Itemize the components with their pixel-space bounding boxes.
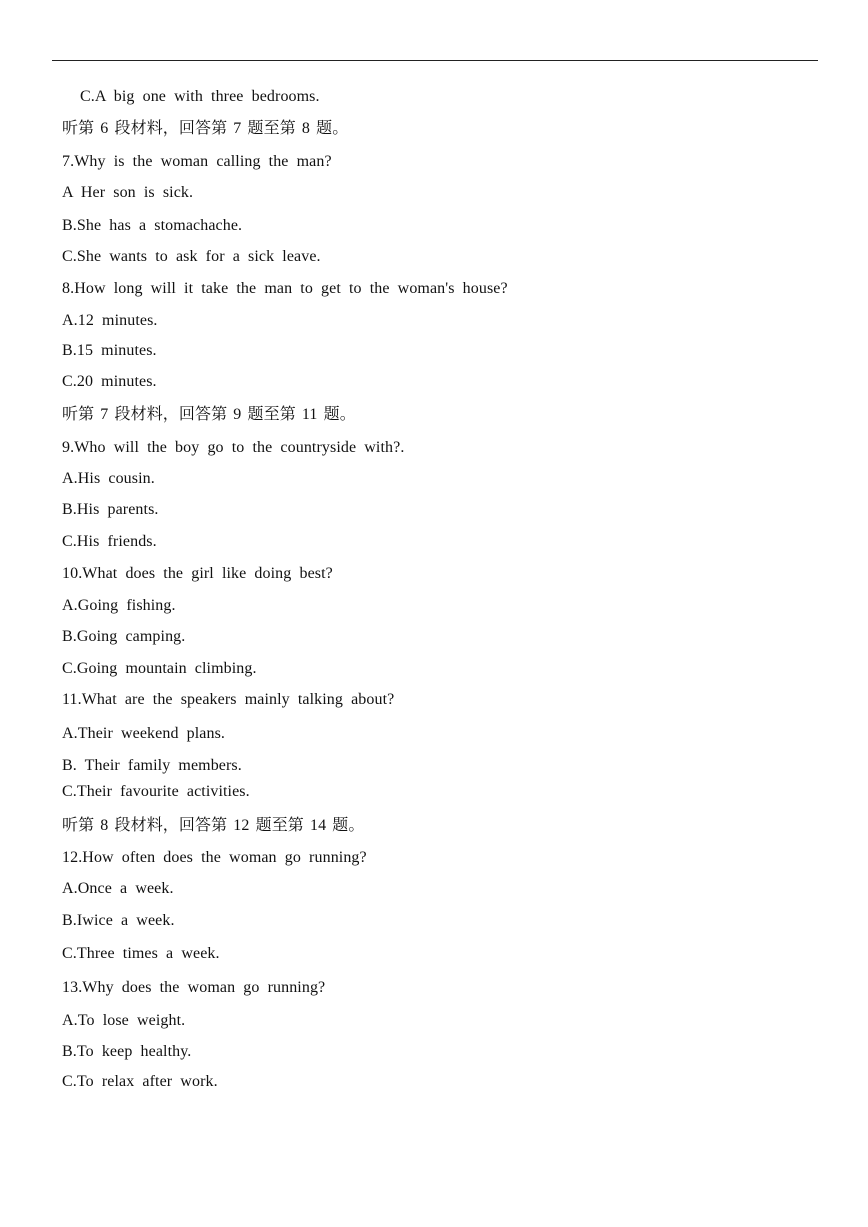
question-line: 13.Why does the woman go running?	[62, 979, 326, 996]
option-line: C.20 minutes.	[62, 373, 157, 390]
option-line: C.Three times a week.	[62, 945, 220, 962]
option-line: A.12 minutes.	[62, 312, 158, 329]
question-line: 12.How often does the woman go running?	[62, 849, 367, 866]
option-line: C.To relax after work.	[62, 1073, 218, 1090]
option-line: A.His cousin.	[62, 470, 155, 487]
option-line: B. Their family members.	[62, 757, 242, 774]
option-line: A.Going fishing.	[62, 597, 176, 614]
section-heading: 听第 6 段材料，回答第 7 题至第 8 题。	[62, 120, 349, 137]
option-line: C.Their favourite activities.	[62, 783, 250, 800]
option-line: C.Going mountain climbing.	[62, 660, 257, 677]
header-rule	[52, 60, 818, 61]
option-line: B.Iwice a week.	[62, 912, 175, 929]
option-line: B.She has a stomachache.	[62, 217, 243, 234]
option-line: C.A big one with three bedrooms.	[80, 88, 320, 105]
question-line: 7.Why is the woman calling the man?	[62, 153, 332, 170]
question-line: 9.Who will the boy go to the countryside with?.	[62, 439, 405, 456]
option-line: B.To keep healthy.	[62, 1043, 192, 1060]
option-line: A Her son is sick.	[62, 184, 194, 201]
question-line: 10.What does the girl like doing best?	[62, 565, 333, 582]
question-line: 8.How long will it take the man to get to the woman's house?	[62, 280, 508, 297]
option-line: A.Their weekend plans.	[62, 725, 226, 742]
option-line: B.15 minutes.	[62, 342, 157, 359]
question-line: 11.What are the speakers mainly talking about?	[62, 691, 395, 708]
option-line: C.His friends.	[62, 533, 157, 550]
option-line: B.His parents.	[62, 501, 159, 518]
option-line: C.She wants to ask for a sick leave.	[62, 248, 321, 265]
section-heading: 听第 7 段材料，回答第 9 题至第 11 题。	[62, 406, 356, 423]
option-line: A.Once a week.	[62, 880, 174, 897]
section-heading: 听第 8 段材料，回答第 12 题至第 14 题。	[62, 817, 365, 834]
option-line: A.To lose weight.	[62, 1012, 186, 1029]
option-line: B.Going camping.	[62, 628, 186, 645]
